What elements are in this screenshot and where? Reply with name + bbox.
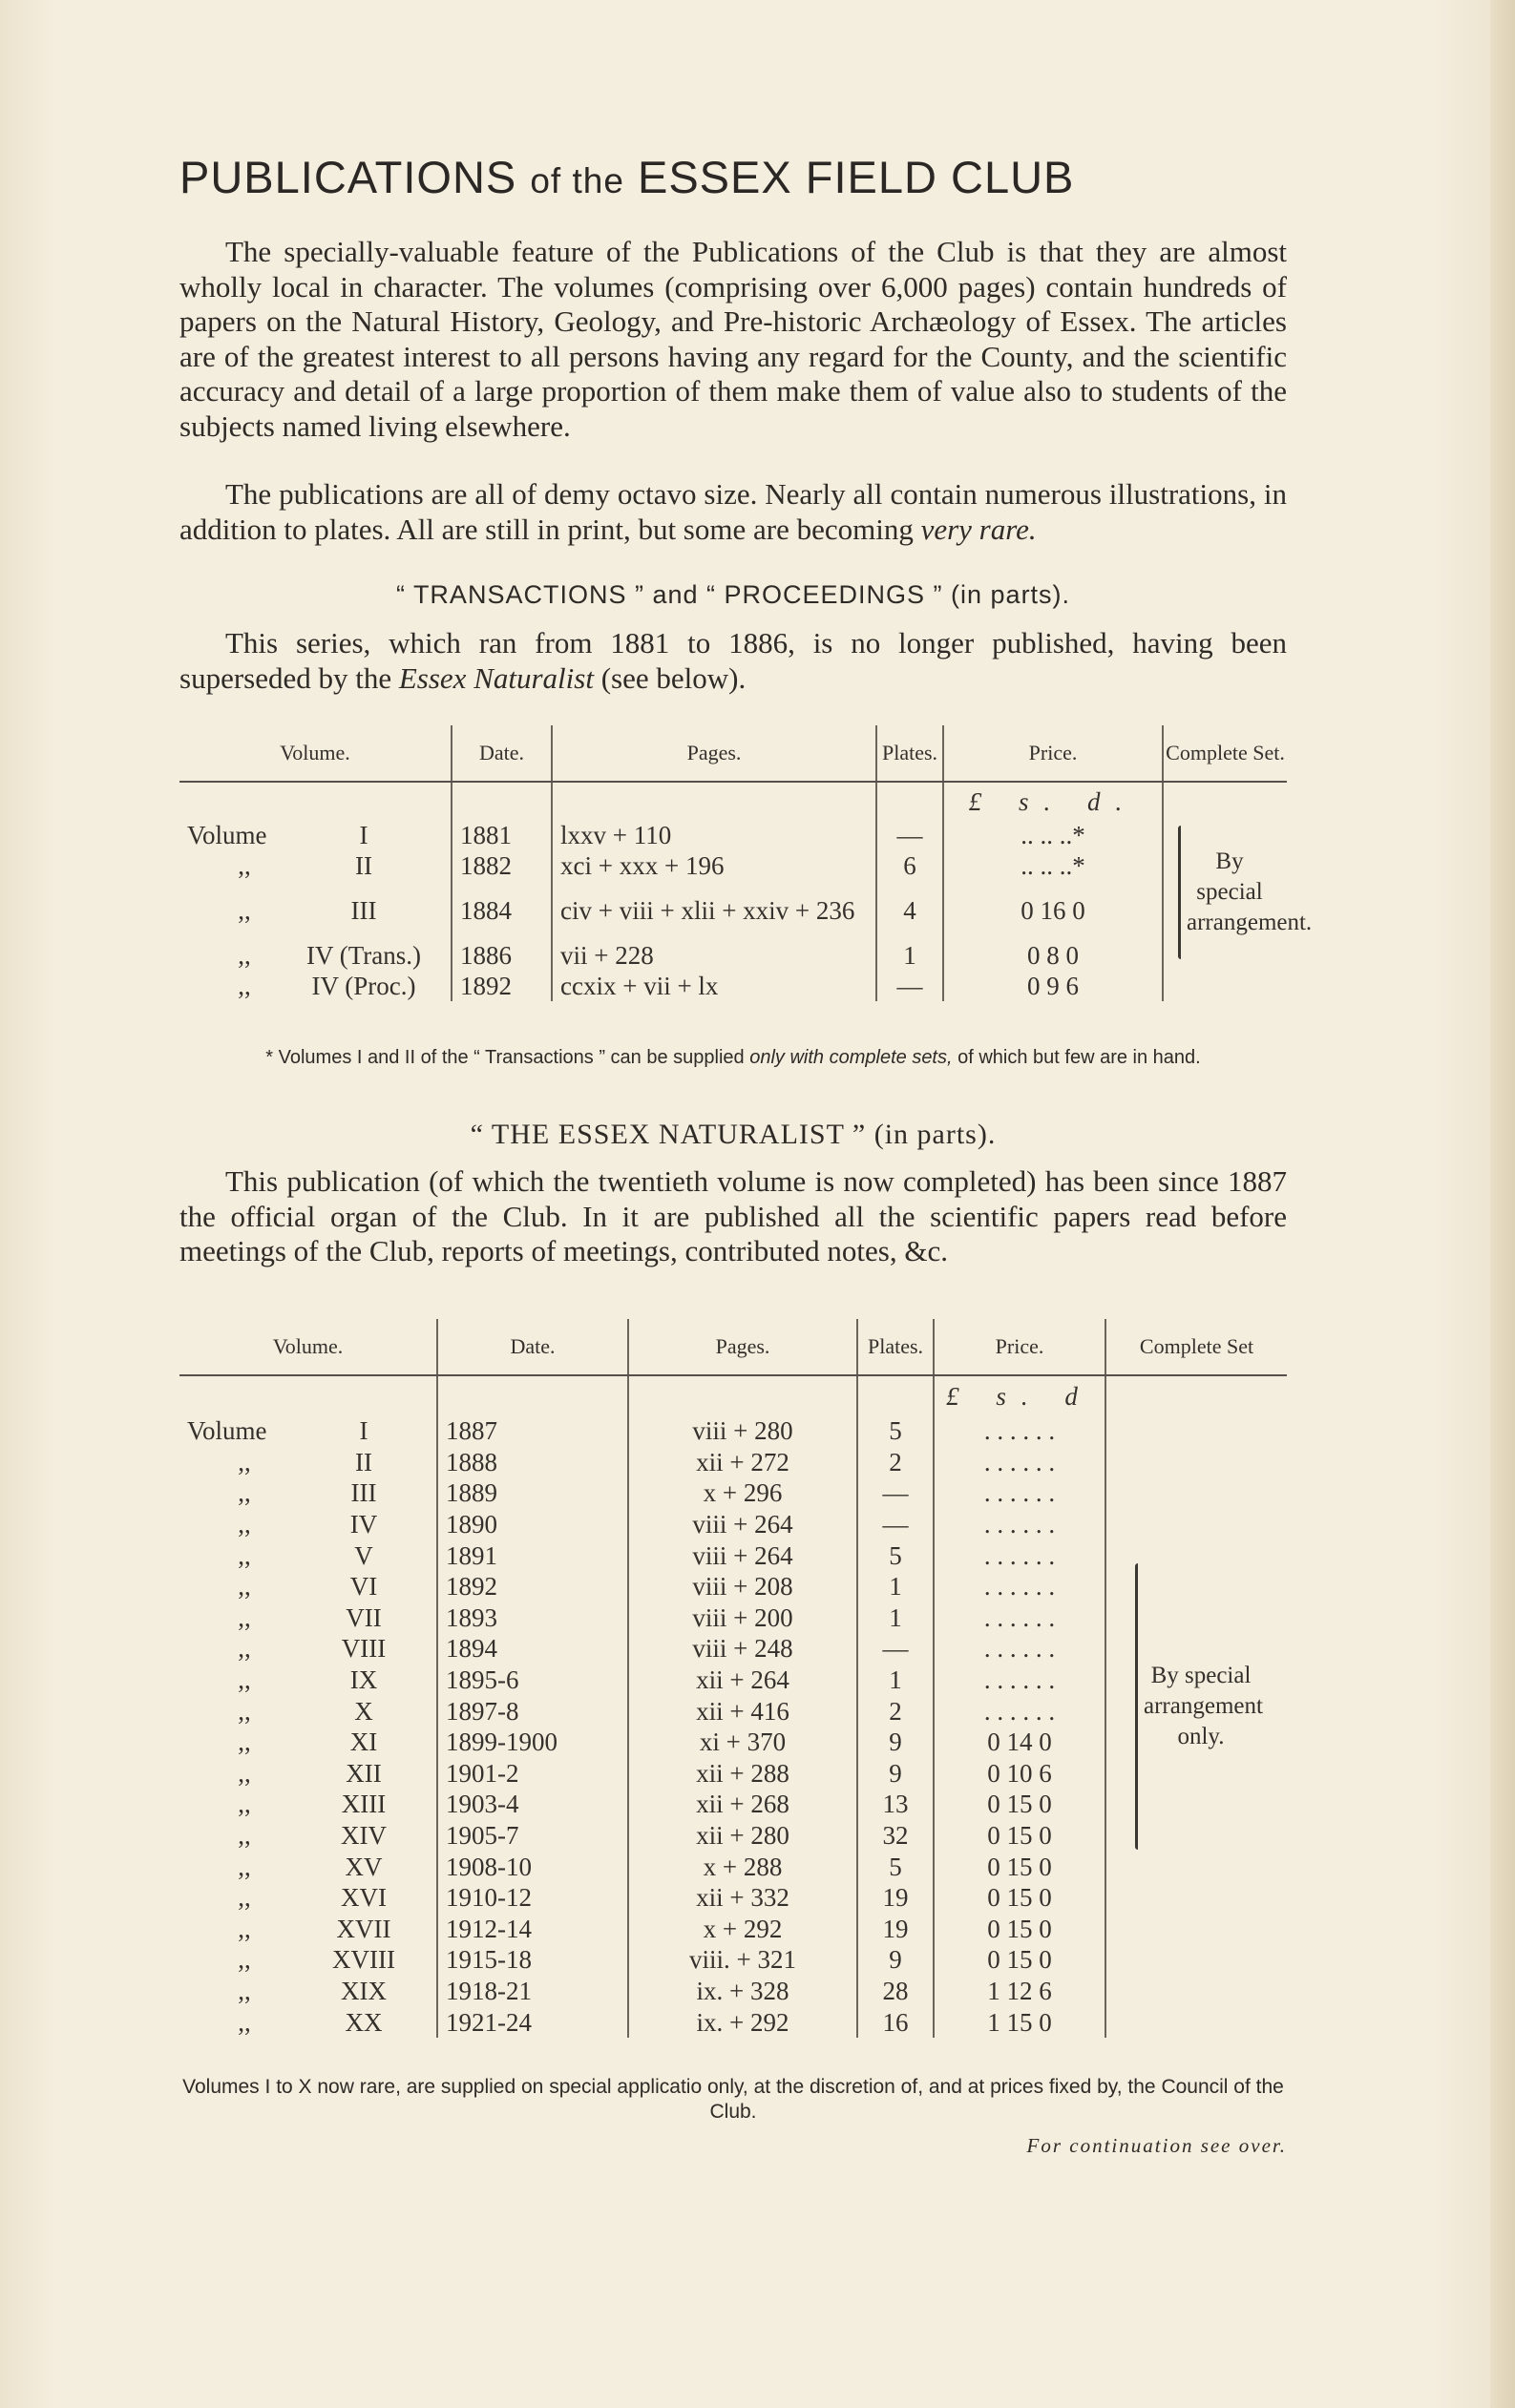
table-row — [179, 850, 1287, 881]
brace — [1178, 826, 1181, 959]
col-plates: Plates. — [857, 1319, 934, 1375]
col-volume: Volume. — [179, 725, 452, 782]
intro-paragraph-2: The publications are all of demy octavo size. Nearly all contain numerous illustrations, in addition to plates. All are still in print, but some are becoming very rare. — [179, 477, 1287, 546]
cell-date: 1897-8 — [437, 1695, 628, 1727]
cell-plates: 1 — [857, 1602, 934, 1634]
transactions-heading: “ TRANSACTIONS ” and “ PROCEEDINGS ” (in parts). — [395, 580, 1071, 609]
table-row — [179, 940, 1287, 971]
cell-volume: ,, XX — [238, 2007, 383, 2037]
cell-date: 1884 — [452, 881, 552, 940]
cell-price: .. .. ..* — [943, 850, 1163, 881]
col-pages: Pages. — [552, 725, 876, 782]
cell-volume: ,, X — [238, 1696, 373, 1726]
cell-date: 1910-12 — [437, 1882, 628, 1914]
cell-date: 1894 — [437, 1633, 628, 1665]
cell-price: 0 15 0 — [934, 1882, 1105, 1914]
table-row — [179, 881, 1287, 940]
cell-volume: ,, III — [238, 1478, 377, 1508]
cell-pages: viii + 280 — [628, 1415, 857, 1447]
cell-volume: ,, XIV — [238, 1821, 387, 1851]
price-units: £ s. d — [934, 1375, 1105, 1415]
cell-date: 1918-21 — [437, 1976, 628, 2007]
title-of-the: of the — [530, 161, 624, 200]
cell-volume: ,, VI — [238, 1572, 378, 1602]
transactions-table — [179, 725, 1313, 1001]
cell-volume: ,, II — [238, 851, 372, 880]
cell-price: 0 15 0 — [934, 1914, 1105, 1945]
col-plates: Plates. — [876, 725, 943, 782]
cell-pages: ix. + 328 — [628, 1976, 857, 2007]
cell-price: . . . . . . — [934, 1665, 1105, 1696]
cell-date: 1921-24 — [437, 2006, 628, 2038]
cell-date: 1891 — [437, 1539, 628, 1571]
col-date: Date. — [437, 1319, 628, 1375]
cell-date: 1893 — [437, 1602, 628, 1634]
cell-price: 0 10 6 — [934, 1758, 1105, 1790]
cell-plates: — — [876, 820, 943, 850]
cell-date: 1912-14 — [437, 1914, 628, 1945]
cell-date: 1890 — [437, 1509, 628, 1540]
cell-plates: 9 — [857, 1727, 934, 1758]
continuation-note: For continuation see over. — [1026, 2134, 1287, 2157]
cell-plates: 13 — [857, 1789, 934, 1820]
cell-volume: ,, IX — [238, 1665, 378, 1695]
cell-volume: ,, XIII — [238, 1790, 387, 1819]
cell-date: 1892 — [452, 971, 552, 1001]
cell-plates: 19 — [857, 1914, 934, 1945]
cell-volume: ,, IV (Trans.) — [238, 941, 421, 970]
cell-plates: — — [857, 1509, 934, 1540]
cell-volume: ,, XII — [238, 1758, 382, 1788]
cell-plates: 1 — [857, 1665, 934, 1696]
cell-price: 0 15 0 — [934, 1789, 1105, 1820]
col-pages: Pages. — [628, 1319, 857, 1375]
cell-date: 1908-10 — [437, 1851, 628, 1882]
cell-date: 1905-7 — [437, 1820, 628, 1852]
cell-pages: xii + 280 — [628, 1820, 857, 1852]
cell-volume: ,, III — [238, 896, 377, 925]
cell-date: 1886 — [452, 940, 552, 971]
cell-date: 1899-1900 — [437, 1727, 628, 1758]
cell-price: 1 15 0 — [934, 2006, 1105, 2038]
transactions-description: This series, which ran from 1881 to 1886, is no longer published, having been superseded by the Essex Naturalist (see below). — [179, 626, 1287, 695]
cell-pages: viii + 264 — [628, 1509, 857, 1540]
title-publications: PUBLICATIONS — [179, 152, 517, 202]
cell-price: 1 12 6 — [934, 1976, 1105, 2007]
cell-price: . . . . . . — [934, 1602, 1105, 1634]
col-complete-set: Complete Set. — [1163, 725, 1287, 782]
cell-volume: Volume I — [187, 1416, 368, 1446]
cell-plates: 1 — [857, 1571, 934, 1602]
cell-price: . . . . . . — [934, 1509, 1105, 1540]
cell-volume: ,, IV — [238, 1510, 378, 1539]
cell-price: . . . . . . — [934, 1571, 1105, 1602]
cell-price: . . . . . . — [934, 1695, 1105, 1727]
col-price: Price. — [934, 1319, 1105, 1375]
cell-price: 0 16 0 — [943, 881, 1163, 940]
cell-plates: 2 — [857, 1447, 934, 1478]
cell-volume: ,, VII — [238, 1602, 382, 1632]
cell-price: 0 15 0 — [934, 1851, 1105, 1882]
cell-volume: ,, IV (Proc.) — [238, 972, 416, 1000]
cell-date: 1881 — [452, 820, 552, 850]
very-rare-emphasis: very rare. — [920, 512, 1037, 546]
brace — [1135, 1563, 1138, 1850]
cell-pages: vii + 228 — [552, 940, 876, 971]
cell-plates: 9 — [857, 1758, 934, 1790]
cell-date: 1903-4 — [437, 1789, 628, 1820]
cell-plates: 5 — [857, 1539, 934, 1571]
cell-date: 1888 — [437, 1447, 628, 1478]
cell-pages: xii + 272 — [628, 1447, 857, 1478]
cell-plates: 19 — [857, 1882, 934, 1914]
cell-date: 1882 — [452, 850, 552, 881]
cell-plates: 6 — [876, 850, 943, 881]
cell-date: 1889 — [437, 1477, 628, 1509]
cell-plates: 16 — [857, 2006, 934, 2038]
cell-price: 0 15 0 — [934, 1820, 1105, 1852]
cell-date: 1895-6 — [437, 1665, 628, 1696]
cell-price: .. .. ..* — [943, 820, 1163, 850]
complete-set-note: By special arrangement. — [1163, 782, 1287, 1001]
cell-date: 1887 — [437, 1415, 628, 1447]
cell-volume: ,, XVII — [238, 1914, 391, 1943]
cell-plates: — — [876, 971, 943, 1001]
cell-price: . . . . . . — [934, 1477, 1105, 1509]
cell-pages: viii + 200 — [628, 1602, 857, 1634]
cell-price: . . . . . . — [934, 1447, 1105, 1478]
cell-pages: ccxix + vii + lx — [552, 971, 876, 1001]
cell-plates: 5 — [857, 1851, 934, 1882]
cell-pages: xii + 268 — [628, 1789, 857, 1820]
cell-plates: — — [857, 1477, 934, 1509]
naturalist-heading: “ THE ESSEX NATURALIST ” (in parts). — [470, 1119, 997, 1150]
essex-naturalist-emphasis: Essex Naturalist — [398, 660, 594, 695]
cell-plates: 1 — [876, 940, 943, 971]
col-volume: Volume. — [179, 1319, 437, 1375]
table-row — [179, 971, 1287, 1001]
cell-volume: ,, V — [238, 1540, 373, 1570]
naturalist-description: This publication (of which the twentieth volume is now completed) has been since 1887 the official organ of the Club. In it are published all the scientific papers read before meetings of the Club, reports of meetings, contributed notes, &c. — [179, 1164, 1287, 1267]
cell-pages: xi + 370 — [628, 1727, 857, 1758]
cell-volume: ,, II — [238, 1447, 372, 1476]
cell-plates: 5 — [857, 1415, 934, 1447]
cell-pages: ix. + 292 — [628, 2006, 857, 2038]
cell-price: 0 9 6 — [943, 971, 1163, 1001]
cell-price: . . . . . . — [934, 1633, 1105, 1665]
cell-pages: xii + 288 — [628, 1758, 857, 1790]
cell-plates: 2 — [857, 1695, 934, 1727]
cell-pages: xii + 332 — [628, 1882, 857, 1914]
cell-volume: ,, XVI — [238, 1883, 387, 1913]
rare-volumes-note: Volumes I to X now rare, are supplied on special applicatio only, at the discretion of, and at prices fixed by, the Council of the Club. — [182, 2076, 1284, 2123]
table-row — [179, 820, 1287, 850]
cell-pages: viii + 264 — [628, 1539, 857, 1571]
cell-price: 0 8 0 — [943, 940, 1163, 971]
cell-plates: 28 — [857, 1976, 934, 2007]
transactions-footnote: * Volumes I and II of the “ Transactions ” can be supplied only with complete sets, of which but few are in hand. — [265, 1047, 1201, 1068]
cell-date: 1901-2 — [437, 1758, 628, 1790]
cell-date: 1915-18 — [437, 1944, 628, 1976]
naturalist-table — [179, 1319, 1287, 2038]
cell-volume: Volume I — [187, 821, 368, 849]
cell-volume: ,, XI — [238, 1727, 378, 1757]
cell-date: 1892 — [437, 1571, 628, 1602]
complete-set-note: By special arrangement only. — [1105, 1375, 1287, 2038]
cell-pages: x + 288 — [628, 1851, 857, 1882]
cell-pages: viii. + 321 — [628, 1944, 857, 1976]
cell-pages: viii + 248 — [628, 1633, 857, 1665]
cell-price: . . . . . . — [934, 1415, 1105, 1447]
cell-volume: ,, VIII — [238, 1634, 387, 1664]
cell-pages: x + 292 — [628, 1914, 857, 1945]
col-price: Price. — [943, 725, 1163, 782]
intro-paragraph-1: The specially-valuable feature of the Publications of the Club is that they are almost wholly local in character. The volumes (comprising over 6,000 pages) contain hundreds of papers on the Natural History, Geology, and Pre-historic Archæology of Essex. The articles are of the greatest interest to all persons having any regard for the County, and the scientific accuracy and detail of a large proportion of them make them of value also to students of the subjects named living elsewhere. — [179, 235, 1287, 443]
cell-price: 0 15 0 — [934, 1944, 1105, 1976]
cell-plates: 4 — [876, 881, 943, 940]
cell-pages: lxxv + 110 — [552, 820, 876, 850]
col-complete-set: Complete Set — [1105, 1319, 1287, 1375]
cell-pages: xci + xxx + 196 — [552, 850, 876, 881]
cell-price: 0 14 0 — [934, 1727, 1105, 1758]
cell-pages: xii + 264 — [628, 1665, 857, 1696]
cell-pages: x + 296 — [628, 1477, 857, 1509]
cell-pages: viii + 208 — [628, 1571, 857, 1602]
price-units: £ s. d. — [943, 782, 1163, 820]
cell-volume: ,, XIX — [238, 1976, 387, 2005]
title-club-name: ESSEX FIELD CLUB — [637, 152, 1075, 202]
cell-pages: civ + viii + xlii + xxiv + 236 — [552, 881, 876, 940]
page-edge-shadow — [1490, 0, 1515, 2408]
cell-plates: — — [857, 1633, 934, 1665]
cell-plates: 32 — [857, 1820, 934, 1852]
cell-volume: ,, XVIII — [238, 1945, 395, 1975]
cell-price: . . . . . . — [934, 1539, 1105, 1571]
page-title — [179, 151, 1287, 203]
cell-volume: ,, XV — [238, 1852, 383, 1881]
cell-pages: xii + 416 — [628, 1695, 857, 1727]
col-date: Date. — [452, 725, 552, 782]
cell-plates: 9 — [857, 1944, 934, 1976]
